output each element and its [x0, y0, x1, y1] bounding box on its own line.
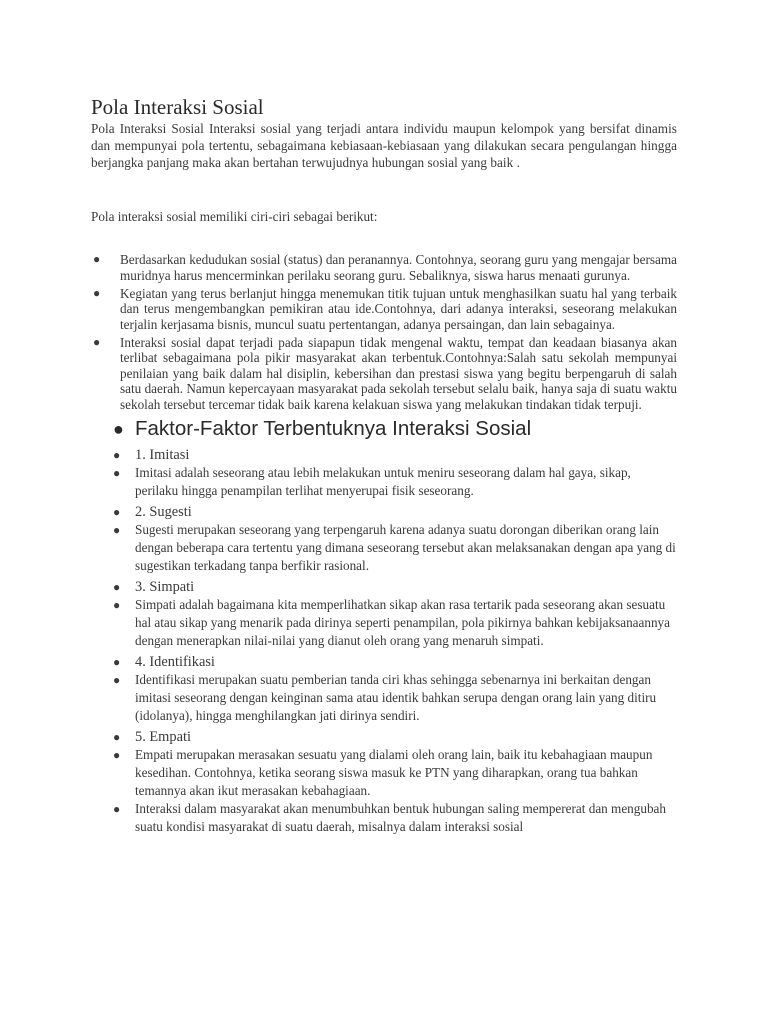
- bullet-icon: ●: [113, 801, 121, 816]
- closing-item: [91, 800, 677, 836]
- faktor-name-text: 2. Sugesti: [135, 503, 192, 520]
- faktor-heading-text: Faktor-Faktor Terbentuknya Interaksi Sosial: [135, 416, 532, 440]
- faktor-name-text: 5. Empati: [135, 728, 191, 745]
- list-item: [91, 335, 677, 413]
- intro-paragraph: Pola Interaksi Sosial Interaksi sosial yang terjadi antara individu maupun kelompok yang bersifat dinamis dan mempunyai pola tertentu, sebagaimana kebiasaan-kebiasaan yang dilakukan secara pengulangan hingga berjangka panjang maka akan bertahan terwujudnya hubungan sosial yang baik .: [91, 121, 677, 170]
- faktor-name-text: 1. Imitasi: [135, 446, 190, 463]
- faktor-desc: [91, 746, 677, 800]
- ciri-list: [91, 252, 677, 412]
- faktor-desc: [91, 521, 677, 575]
- faktor-name: [91, 503, 677, 521]
- bullet-icon: ●: [113, 672, 121, 687]
- faktor-desc: [91, 464, 677, 500]
- faktor-name-text: 4. Identifikasi: [135, 653, 215, 670]
- faktor-name: [91, 578, 677, 596]
- bullet-icon: ●: [113, 465, 121, 480]
- bullet-icon: ●: [93, 252, 101, 266]
- bullet-icon: ●: [113, 447, 121, 462]
- list-item-text: Interaksi sosial dapat terjadi pada siapapun tidak mengenal waktu, tempat dan keadaan biasanya akan terlibat sebagaimana pola pikir masyarakat akan terbentuk.Contohnya:Salah satu sekolah mempunyai penilaian yang baik dalam hal disiplin, kebersihan dan prestasi siswa yang begitu berpengaruh di salah satu daerah. Namun kepercayaan masyarakat pada sekolah tersebut selalu baik, hanya saja di suatu waktu sekolah tersebut tercemar tidak baik karena kelakuan siswa yang melakukan tindakan tidak terpuji.: [120, 334, 677, 412]
- document-page: [91, 94, 677, 836]
- faktor-list: [91, 415, 677, 836]
- bullet-icon: ●: [113, 504, 121, 519]
- document-title: Pola Interaksi Sosial: [91, 95, 264, 119]
- faktor-desc: [91, 671, 677, 725]
- faktor-desc-text: Identifikasi merupakan suatu pemberian tanda ciri khas sehingga sebenarnya ini berkaitan dengan imitasi seseorang dengan keinginan sama atau identik bahkan serupa dengan orang lain yang ditiru (idolanya), hingga menghilangkan jati dirinya sendiri.: [135, 671, 657, 723]
- list-item-text: Berdasarkan kedudukan sosial (status) dan peranannya. Contohnya, seorang guru yang mengajar bersama muridnya harus mencerminkan perilaku seorang guru. Sebaliknya, siswa harus menaati gurunya.: [120, 252, 677, 283]
- bullet-icon: ●: [93, 285, 101, 300]
- list-item: [91, 252, 677, 283]
- bullet-icon: ●: [113, 418, 124, 439]
- faktor-name: [91, 446, 677, 464]
- closing-text: Interaksi dalam masyarakat akan menumbuhkan bentuk hubungan saling mempererat dan mengubah suatu kondisi masyarakat di suatu daerah, misalnya dalam interaksi sosial: [135, 800, 666, 834]
- bullet-icon: ●: [113, 654, 121, 669]
- faktor-heading: [91, 415, 677, 443]
- list-item-text: Kegiatan yang terus berlanjut hingga menemukan titik tujuan untuk menghasilkan suatu hal yang terbaik dan terus mengembangkan pemikiran atau ide.Contohnya, dari adanya interaksi, seseorang melakukan terjalin kerjasama bisnis, muncul suatu pertentangan, adanya persaingan, dan lain sebagainya.: [120, 285, 677, 332]
- bullet-icon: ●: [113, 522, 121, 537]
- faktor-name: [91, 728, 677, 746]
- bullet-icon: ●: [93, 334, 101, 349]
- bullet-icon: ●: [113, 579, 121, 594]
- bullet-icon: ●: [113, 747, 121, 762]
- list-item: [91, 286, 677, 333]
- bullet-icon: ●: [113, 597, 121, 612]
- faktor-name-text: 3. Simpati: [135, 578, 195, 595]
- ciri-lead: Pola interaksi sosial memiliki ciri-ciri sebagai berikut:: [91, 209, 378, 224]
- faktor-desc-text: Sugesti merupakan seseorang yang terpengaruh karena adanya suatu dorongan diberikan orang lain dengan beberapa cara tertentu yang dimana seseorang tersebut akan melaksanakan dengan apa yang di sugestikan terkadang tanpa berfikir rasional.: [135, 521, 676, 573]
- faktor-desc-text: Imitasi adalah seseorang atau lebih melakukan untuk meniru seseorang dalam hal gaya, sikap, perilaku hingga penampilan terlihat menyerupai fisik seseorang.: [135, 464, 631, 498]
- bullet-icon: ●: [113, 729, 121, 744]
- faktor-desc-text: Simpati adalah bagaimana kita memperlihatkan sikap akan rasa tertarik pada seseorang akan sesuatu hal atau sikap yang menarik pada dirinya seperti penampilan, pola pikirnya bahkan kebijaksanaannya dengan menerapkan nilai-nilai yang dianut oleh orang yang menaruh simpati.: [135, 596, 671, 648]
- faktor-desc: [91, 596, 677, 650]
- faktor-desc-text: Empati merupakan merasakan sesuatu yang dialami oleh orang lain, baik itu kebahagiaan maupun kesedihan. Contohnya, ketika seorang siswa masuk ke PTN yang diharapkan, orang tua bahkan temannya akan ikut merasakan kebahagiaan.: [135, 746, 653, 798]
- faktor-name: [91, 653, 677, 671]
